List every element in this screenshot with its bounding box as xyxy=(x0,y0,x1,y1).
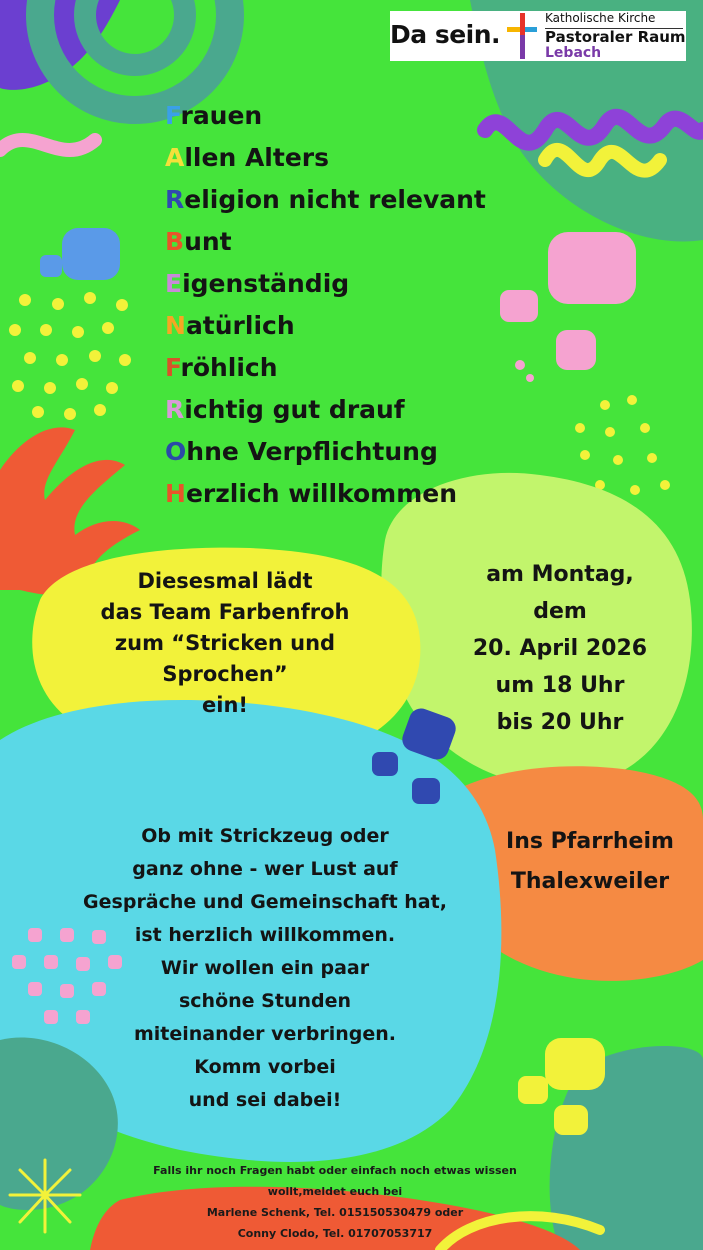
location-line: Thalexweiler xyxy=(510,869,670,894)
acrostic-line xyxy=(165,263,486,305)
date-line: 20. April 2026 xyxy=(472,636,648,661)
acrostic-list xyxy=(165,95,486,515)
acrostic-word: unt xyxy=(184,227,232,256)
acrostic-initial: N xyxy=(165,311,186,340)
invite-line: Sprochen” xyxy=(162,662,288,686)
acrostic-initial: F xyxy=(165,353,181,382)
acrostic-line xyxy=(165,95,486,137)
acrostic-line xyxy=(165,389,486,431)
invite-line: ein! xyxy=(202,693,248,717)
acrostic-word: erzlich willkommen xyxy=(185,479,458,508)
description-line: ist herzlich willkommen. xyxy=(134,924,396,946)
acrostic-initial: R xyxy=(165,395,185,424)
contact-line: Marlene Schenk, Tel. 015150530479 oder xyxy=(206,1206,464,1219)
acrostic-line xyxy=(165,221,486,263)
contact-line: Conny Clodo, Tel. 01707053717 xyxy=(237,1227,433,1240)
acrostic-initial: B xyxy=(165,227,185,256)
invite-line: Diesesmal lädt xyxy=(137,569,313,593)
cross-icon xyxy=(507,13,537,59)
acrostic-initial: A xyxy=(165,143,185,172)
acrostic-word: ichtig gut drauf xyxy=(184,395,405,424)
acrostic-word: hne Verpflichtung xyxy=(186,437,438,466)
description-line: Komm vorbei xyxy=(194,1056,336,1078)
description-line: miteinander verbringen. xyxy=(133,1023,397,1045)
acrostic-line xyxy=(165,473,486,515)
date-line: um 18 Uhr xyxy=(495,673,625,698)
logo-line-2: Pastoraler Raum xyxy=(545,28,686,46)
acrostic-word: röhlich xyxy=(180,353,278,382)
description-line: Wir wollen ein paar xyxy=(160,957,370,979)
event-description xyxy=(50,820,480,1117)
location-line: Ins Pfarrheim xyxy=(506,829,674,854)
description-line: Gespräche und Gemeinschaft hat, xyxy=(83,891,447,913)
acrostic-word: rauen xyxy=(180,101,263,130)
acrostic-word: igenständig xyxy=(182,269,350,298)
description-line: und sei dabei! xyxy=(188,1089,342,1111)
contact-info xyxy=(130,1160,540,1244)
acrostic-line xyxy=(165,137,486,179)
acrostic-word: atürlich xyxy=(185,311,295,340)
acrostic-initial: E xyxy=(165,269,183,298)
logo-line-1: Katholische Kirche xyxy=(545,11,656,25)
acrostic-word: llen Alters xyxy=(184,143,329,172)
invite-text xyxy=(60,566,390,721)
contact-line: Falls ihr noch Fragen habt oder einfach noch etwas wissen xyxy=(153,1164,517,1177)
contact-line: wollt,meldet euch bei xyxy=(267,1185,403,1198)
acrostic-line xyxy=(165,347,486,389)
logo xyxy=(390,11,686,61)
invite-line: zum “Stricken und xyxy=(114,631,336,655)
event-date xyxy=(440,556,680,741)
date-line: am Montag, xyxy=(486,562,634,587)
invite-line: das Team Farbenfroh xyxy=(100,600,350,624)
description-line: ganz ohne - wer Lust auf xyxy=(132,858,398,880)
event-location xyxy=(470,822,703,902)
acrostic-initial: O xyxy=(165,437,187,466)
logo-slogan: Da sein. xyxy=(390,20,501,49)
logo-line-3: Lebach xyxy=(545,45,602,61)
acrostic-initial: H xyxy=(165,479,186,508)
date-line: bis 20 Uhr xyxy=(496,710,624,735)
acrostic-line xyxy=(165,179,486,221)
acrostic-line xyxy=(165,305,486,347)
date-line: dem xyxy=(533,599,587,624)
acrostic-initial: R xyxy=(165,185,185,214)
acrostic-initial: F xyxy=(165,101,181,130)
acrostic-line xyxy=(165,431,486,473)
acrostic-word: eligion nicht relevant xyxy=(184,185,486,214)
description-line: Ob mit Strickzeug oder xyxy=(141,825,389,847)
description-line: schöne Stunden xyxy=(178,990,351,1012)
